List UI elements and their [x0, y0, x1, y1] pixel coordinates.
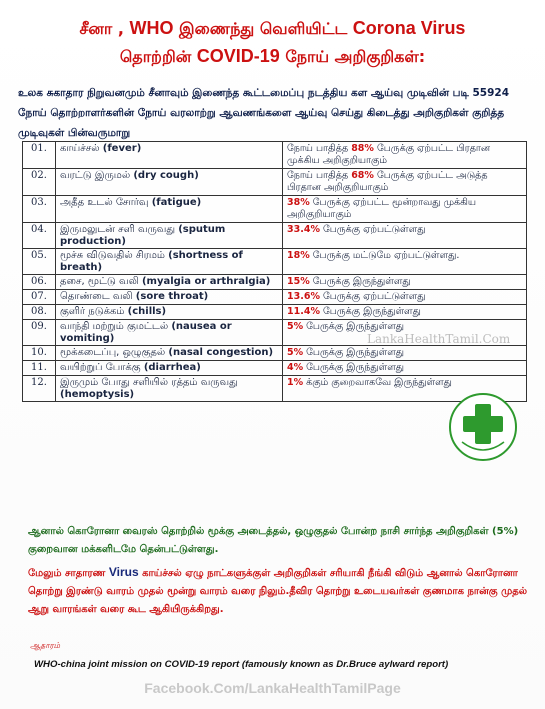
header-corona: Corona Virus	[352, 18, 466, 38]
header-text: சீனா ,	[79, 19, 130, 38]
table-row	[23, 305, 527, 320]
row-number: 11.	[23, 361, 56, 376]
recovery-note-virus: Virus	[108, 565, 139, 579]
watermark-text: LankaHealthTamil.Com	[367, 332, 511, 346]
symptom-cell	[56, 142, 283, 169]
row-number: 02.	[23, 169, 56, 196]
symptom-tamil: அதீத உடல் சோர்வு	[60, 197, 149, 208]
percent-value: 15%	[287, 276, 310, 287]
table-row	[23, 346, 527, 361]
symptom-tamil: வாந்தி மற்றும் குமட்டல்	[60, 321, 169, 332]
symptom-tamil: குளிர் நடுக்கம்	[60, 306, 125, 317]
result-cell: 4% பேருக்கு இருந்துள்ளது	[283, 361, 527, 376]
symptom-cell	[56, 290, 283, 305]
table-row	[23, 223, 527, 249]
symptom-english: (sputum production)	[60, 224, 226, 247]
symptom-tamil: மூக்கடைப்பு, ஒழுகுதல்	[60, 347, 166, 358]
symptom-english: (hemoptysis)	[60, 389, 135, 400]
result-cell: நோய் பாதித்த 88% பேருக்கு ஏற்பட்ட பிரதான முக்கிய அறிகுறியாகும்	[283, 142, 527, 169]
recovery-note-text: மேலும் சாதாரண	[28, 568, 109, 579]
result-cell: 5% பேருக்கு இருந்துள்ளது	[283, 346, 527, 361]
symptom-cell	[56, 346, 283, 361]
percent-value: 88%	[351, 143, 374, 154]
nasal-symptoms-note: ஆனால் கொரோனா வைரஸ் தொற்றில் மூக்கு அடைத்தல், ஒழுகுதல் போன்ற நாசி சார்ந்த அறிகுறிகள் (5%) குறைவான மக்களிடமே தென்பட்டுள்ளது.	[28, 526, 519, 555]
medical-cross-logo-icon	[448, 392, 518, 462]
header-text: நோய் அறிகுறிகள்:	[279, 47, 426, 66]
table-row	[23, 275, 527, 290]
symptom-cell	[56, 376, 283, 402]
row-number: 12.	[23, 376, 56, 402]
symptom-english: (sore throat)	[135, 291, 209, 302]
facebook-footer: Facebook.Com/LankaHealthTamilPage	[144, 680, 401, 696]
table-row	[23, 196, 527, 223]
symptom-cell	[56, 196, 283, 223]
recovery-note	[28, 563, 528, 619]
result-cell: 38% பேருக்கு ஏற்பட்ட மூன்றாவது முக்கிய அறிகுறியாகும்	[283, 196, 527, 223]
source-label: ஆதாரம்	[30, 641, 61, 650]
row-number: 06.	[23, 275, 56, 290]
row-number: 10.	[23, 346, 56, 361]
table-row	[23, 290, 527, 305]
symptom-cell	[56, 275, 283, 290]
percent-value: 11.4%	[287, 306, 320, 317]
percent-value: 5%	[287, 321, 304, 332]
row-number: 05.	[23, 249, 56, 275]
intro-paragraph: உலக சுகாதார நிறுவனமும் சீனாவும் இணைந்த கூட்டமைப்பு நடத்திய கள ஆய்வு முடிவின் படி 55924 நோய் தொற்றாளர்களின் நோய் வரலாற்று ஆவணங்களை ஆய்வு செய்து கிடைத்து அறிகுறிகள் குறித்த முடிவுகள் பின்வருமாறு	[18, 87, 510, 139]
row-number: 09.	[23, 320, 56, 346]
row-number: 01.	[23, 142, 56, 169]
percent-value: 33.4%	[287, 224, 320, 235]
header-text: தொற்றின்	[119, 47, 197, 66]
symptom-tamil: வரட்டு இருமல்	[60, 170, 131, 181]
header-line-2	[0, 46, 545, 68]
symptom-english: (myalgia or arthralgia)	[141, 276, 271, 287]
symptom-tamil: மூச்சு விடுவதில் சிரமம்	[60, 250, 165, 261]
result-cell: 1% க்கும் குறைவாகவே இருந்துள்ளது	[283, 376, 527, 402]
symptom-english: (nasal congestion)	[168, 347, 274, 358]
row-number: 03.	[23, 196, 56, 223]
symptom-tamil: இருமும் போது சளியில் ரத்தம் வருவது	[60, 377, 238, 388]
symptom-cell	[56, 249, 283, 275]
result-cell: 13.6% பேருக்கு ஏற்பட்டுள்ளது	[283, 290, 527, 305]
table-row	[23, 142, 527, 169]
percent-value: 5%	[287, 347, 304, 358]
symptom-tamil: காய்ச்சல்	[60, 143, 100, 154]
row-number: 04.	[23, 223, 56, 249]
symptom-english: (nausea or vomiting)	[60, 321, 232, 344]
symptom-english: (shortness of breath)	[60, 250, 243, 273]
percent-value: 1%	[287, 377, 304, 388]
row-number: 07.	[23, 290, 56, 305]
result-cell: நோய் பாதித்த 68% பேருக்கு ஏற்பட்ட அடுத்த பிரதான அறிகுறியாகும்	[283, 169, 527, 196]
symptom-tamil: வயிற்றுப் போக்கு	[60, 362, 141, 373]
recovery-note-text: காய்ச்சல் ஏழு நாட்களுக்குள் அறிகுறிகள் சரியாகி நீங்கி விடும் ஆனால் கொரோனா தொற்று இரண்டு வாரம் முதல் மூன்று வாரம் வரை நிலும்.தீவிர தொற்று உடையவர்கள் குணமாக நான்கு முதல் ஆறு வாரங்கள் வரை கூட ஆகியிருக்கிறது.	[28, 568, 528, 615]
symptom-tamil: இருமலுடன் சளி வருவது	[60, 224, 176, 235]
result-cell: 5% பேருக்கு இருந்துள்ளது	[283, 320, 527, 346]
percent-value: 68%	[351, 170, 374, 181]
symptom-cell	[56, 169, 283, 196]
symptom-english: (chills)	[127, 306, 167, 317]
symptom-tamil: தொண்டை வலி	[60, 291, 133, 302]
symptom-english: (fatigue)	[151, 197, 202, 208]
result-cell: 11.4% பேருக்கு இருந்துள்ளது	[283, 305, 527, 320]
source-reference: WHO-china joint mission on COVID-19 report (famously known as Dr.Bruce aylward report)	[34, 659, 449, 670]
result-cell: 15% பேருக்கு இருந்துள்ளது	[283, 275, 527, 290]
symptom-cell	[56, 361, 283, 376]
result-cell: 18% பேருக்கு மட்டுமே ஏற்பட்டுள்ளது.	[283, 249, 527, 275]
percent-value: 18%	[287, 250, 310, 261]
symptom-english: (dry cough)	[133, 170, 199, 181]
symptom-english: (fever)	[102, 143, 142, 154]
header-covid: COVID-19	[196, 46, 280, 66]
header-who: WHO	[129, 18, 174, 38]
symptom-cell	[56, 305, 283, 320]
percent-value: 4%	[287, 362, 304, 373]
header-text: இணைந்து வெளியிட்ட	[173, 19, 353, 38]
table-row	[23, 249, 527, 275]
percent-value: 13.6%	[287, 291, 320, 302]
table-row	[23, 361, 527, 376]
percent-value: 38%	[287, 197, 310, 208]
symptom-english: (diarrhea)	[143, 362, 201, 373]
symptom-cell	[56, 320, 283, 346]
table-row	[23, 169, 527, 196]
header-line-1	[0, 18, 545, 40]
symptom-tamil: தசை, மூட்டு வலி	[60, 276, 139, 287]
row-number: 08.	[23, 305, 56, 320]
symptoms-table	[22, 141, 527, 402]
symptom-cell	[56, 223, 283, 249]
result-cell: 33.4% பேருக்கு ஏற்பட்டுள்ளது	[283, 223, 527, 249]
